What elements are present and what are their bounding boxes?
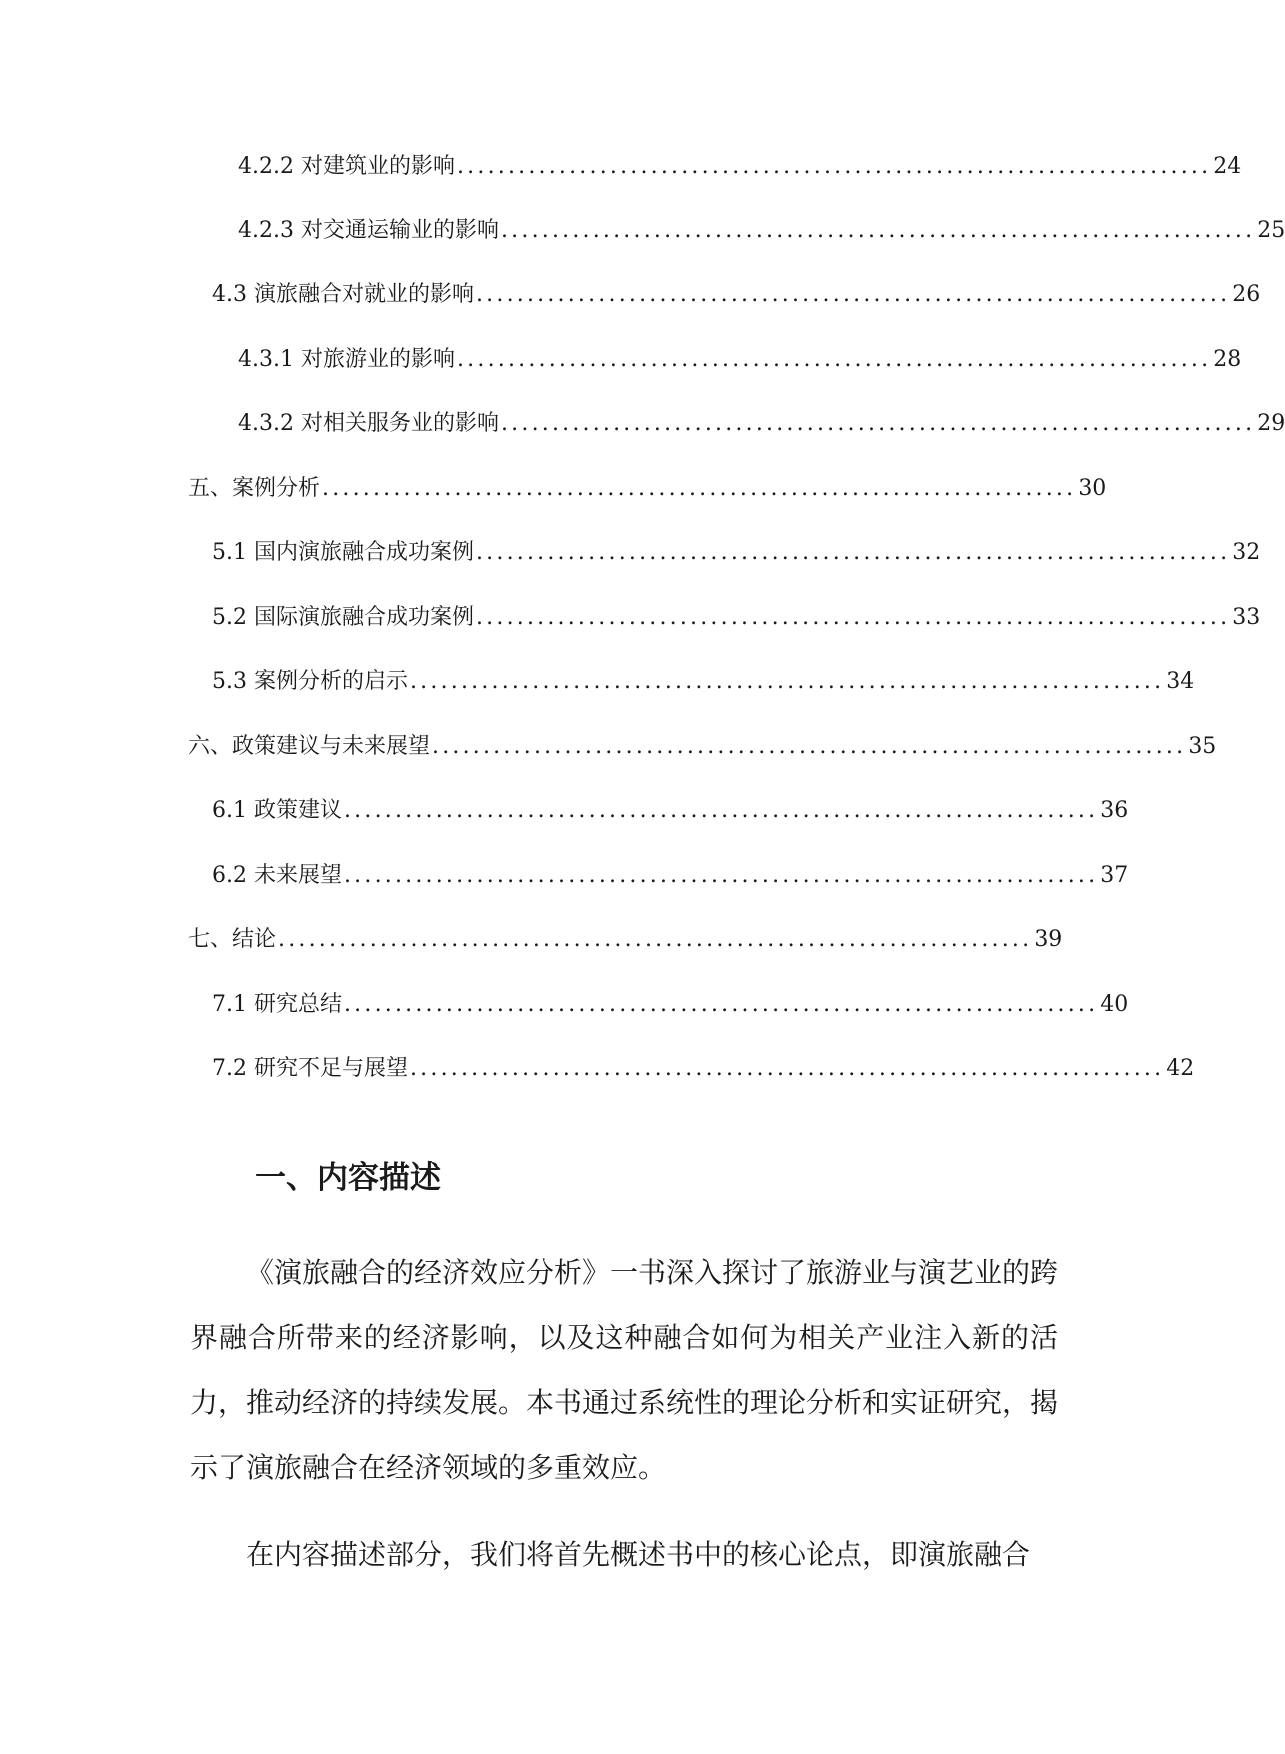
toc-entry[interactable]: [212, 603, 1261, 633]
toc-entry[interactable]: [238, 152, 1242, 182]
toc-entry-label: 五、案例分析: [188, 476, 321, 501]
toc-page-number: 30: [1078, 476, 1107, 501]
toc-entry[interactable]: [212, 1054, 1195, 1084]
toc-entry-label: 4.2.3 对交通运输业的影响: [238, 218, 499, 243]
section-body: [190, 1240, 1058, 1587]
toc-dot-leader: ..........................................................................: [278, 927, 1033, 952]
toc-dot-leader: ..........................................................................: [475, 605, 1231, 630]
toc-entry[interactable]: [238, 216, 1285, 246]
toc-entry-label: 7.2 研究不足与展望: [212, 1056, 408, 1081]
toc-entry-label: 6.2 未来展望: [212, 863, 342, 888]
toc-entry[interactable]: [212, 538, 1261, 568]
toc-entry[interactable]: [212, 280, 1261, 310]
toc-page-number: 24: [1213, 154, 1242, 179]
toc-dot-leader: ..........................................................................: [500, 218, 1256, 243]
section-heading: 一、内容描述: [255, 1160, 441, 1196]
toc-entry[interactable]: [188, 732, 1217, 762]
toc-entry-label: 5.2 国际演旅融合成功案例: [212, 605, 474, 630]
toc-entry[interactable]: [212, 861, 1129, 891]
toc-entry[interactable]: [238, 409, 1285, 439]
toc-entry-label: 七、结论: [188, 927, 277, 952]
toc-page-number: 25: [1257, 218, 1285, 243]
body-paragraph: 在内容描述部分，我们将首先概述书中的核心论点，即演旅融合: [246, 1538, 1031, 1571]
toc-dot-leader: ..........................................................................: [322, 476, 1077, 501]
toc-entry-label: 5.3 案例分析的启示: [212, 669, 408, 694]
toc-entry[interactable]: [212, 667, 1195, 697]
toc-entry-label: 7.1 研究总结: [212, 992, 342, 1017]
toc-page-number: 39: [1034, 927, 1063, 952]
toc-entry-label: 4.3.2 对相关服务业的影响: [238, 411, 499, 436]
toc-page-number: 32: [1232, 540, 1261, 565]
toc-dot-leader: ..........................................................................: [475, 540, 1231, 565]
toc-entry[interactable]: [188, 474, 1107, 504]
toc-dot-leader: ..........................................................................: [343, 992, 1099, 1017]
toc-dot-leader: ..........................................................................: [475, 282, 1231, 307]
toc-page-number: 40: [1100, 992, 1129, 1017]
toc-entry-label: 4.3 演旅融合对就业的影响: [212, 282, 474, 307]
toc-page-number: 29: [1257, 411, 1285, 436]
toc-entry-label: 5.1 国内演旅融合成功案例: [212, 540, 474, 565]
toc-page-number: 34: [1166, 669, 1195, 694]
toc-page-number: 35: [1188, 734, 1217, 759]
toc-page-number: 37: [1100, 863, 1129, 888]
toc-dot-leader: ..........................................................................: [409, 1056, 1165, 1081]
toc-dot-leader: ..........................................................................: [409, 669, 1165, 694]
toc-entry[interactable]: [188, 925, 1063, 955]
toc-entry-label: 六、政策建议与未来展望: [188, 734, 431, 759]
toc-page-number: 42: [1166, 1056, 1195, 1081]
toc-dot-leader: ..........................................................................: [343, 863, 1099, 888]
toc-entry-label: 4.2.2 对建筑业的影响: [238, 154, 455, 179]
toc-page-number: 36: [1100, 798, 1129, 823]
body-paragraph: 《演旅融合的经济效应分析》一书深入探讨了旅游业与演艺业的跨界融合所带来的经济影响，以及这种融合如何为相关产业注入新的活力，推动经济的持续发展。本书通过系统性的理论分析和实证研究，揭示了演旅融合在经济领域的多重效应。: [190, 1256, 1059, 1484]
toc-page-number: 33: [1232, 605, 1261, 630]
toc-page-number: 26: [1232, 282, 1261, 307]
toc-entry-label: 6.1 政策建议: [212, 798, 342, 823]
toc-dot-leader: ..........................................................................: [456, 154, 1212, 179]
toc-dot-leader: ..........................................................................: [500, 411, 1256, 436]
toc-page-number: 28: [1213, 347, 1242, 372]
toc-entry[interactable]: [212, 990, 1129, 1020]
toc-dot-leader: ..........................................................................: [343, 798, 1099, 823]
toc-dot-leader: ..........................................................................: [432, 734, 1187, 759]
toc-entry[interactable]: [212, 796, 1129, 826]
toc-entry-label: 4.3.1 对旅游业的影响: [238, 347, 455, 372]
toc-dot-leader: ..........................................................................: [456, 347, 1212, 372]
toc-entry[interactable]: [238, 345, 1242, 375]
